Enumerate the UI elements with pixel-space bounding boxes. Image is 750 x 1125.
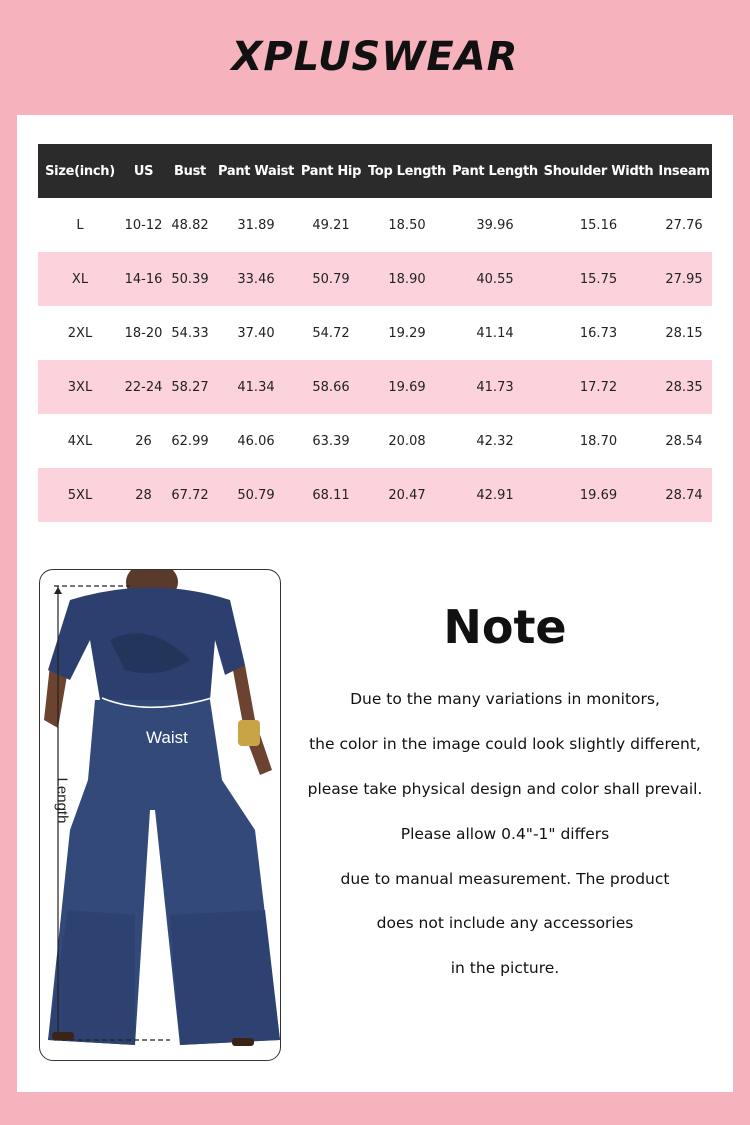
table-cell: 67.72: [165, 468, 215, 522]
table-cell: 50.79: [215, 468, 297, 522]
table-cell: 3XL: [38, 360, 122, 414]
table-cell: 27.76: [665, 217, 703, 233]
header-inseam: Inseam: [656, 144, 712, 198]
table-cell: 37.40: [237, 325, 275, 341]
header-pant-waist: Pant Waist: [215, 144, 297, 198]
header-pant-length: Pant Length: [449, 144, 541, 198]
header-bust: Bust: [165, 144, 215, 198]
table-cell: 48.82: [171, 217, 209, 233]
table-cell: 22-24: [122, 360, 165, 414]
note-title: Note: [443, 600, 567, 654]
table-cell: 20.08: [388, 433, 426, 449]
table-cell: L: [76, 217, 84, 233]
brand-logo: XPLUSWEAR: [231, 34, 519, 80]
table-cell: 5XL: [38, 468, 122, 522]
table-row: [38, 414, 712, 468]
header-top-length: Top Length: [365, 144, 449, 198]
note-line: due to manual measurement. The product: [340, 870, 670, 888]
table-cell: 62.99: [171, 433, 209, 449]
table-row: [38, 252, 712, 306]
waist-label: Waist: [146, 728, 188, 747]
size-chart-card: [17, 115, 733, 1092]
table-cell: 28: [122, 468, 165, 522]
table-row: [38, 468, 712, 522]
table-cell: 46.06: [237, 433, 275, 449]
table-cell: 28.54: [665, 433, 703, 449]
table-cell: 2XL: [67, 325, 93, 341]
note-line: Due to the many variations in monitors,: [350, 690, 660, 708]
header-size: Size(inch): [38, 144, 122, 198]
table-cell: 39.96: [476, 217, 514, 233]
table-cell: 49.21: [312, 217, 350, 233]
table-cell: 26: [135, 433, 152, 449]
table-cell: 28.74: [656, 468, 712, 522]
table-cell: 19.69: [541, 468, 656, 522]
table-cell: 27.95: [656, 252, 712, 306]
table-cell: 14-16: [122, 252, 165, 306]
table-cell: 20.47: [365, 468, 449, 522]
table-cell: 10-12: [124, 217, 163, 233]
table-cell: 68.11: [297, 468, 365, 522]
note-line: please take physical design and color shall prevail.: [307, 780, 703, 798]
size-table: [38, 144, 712, 522]
table-row: [38, 306, 712, 360]
table-cell: 54.72: [312, 325, 350, 341]
table-cell: 16.73: [579, 325, 618, 341]
measurement-illustration: [39, 569, 281, 1061]
table-cell: 50.39: [165, 252, 215, 306]
table-cell: 18.50: [388, 217, 426, 233]
length-label: Length: [53, 777, 71, 824]
table-cell: 31.89: [237, 217, 275, 233]
table-cell: 42.91: [449, 468, 541, 522]
table-row: [38, 360, 712, 414]
table-cell: 28.35: [656, 360, 712, 414]
header-pant-hip: Pant Hip: [297, 144, 365, 198]
table-cell: 18-20: [124, 325, 163, 341]
table-cell: 58.27: [165, 360, 215, 414]
table-cell: 19.69: [365, 360, 449, 414]
header-us: US: [122, 144, 165, 198]
note-line: the color in the image could look slightly different,: [309, 735, 701, 753]
note-line: does not include any accessories: [376, 914, 634, 932]
table-cell: XL: [38, 252, 122, 306]
table-cell: 33.46: [215, 252, 297, 306]
note-line: in the picture.: [450, 959, 560, 977]
table-cell: 54.33: [171, 325, 209, 341]
table-cell: 4XL: [67, 433, 93, 449]
table-row: [38, 198, 712, 252]
table-cell: 40.55: [449, 252, 541, 306]
table-cell: 18.90: [365, 252, 449, 306]
table-cell: 42.32: [476, 433, 514, 449]
table-cell: 41.14: [476, 325, 514, 341]
header-shoulder-width: Shoulder Width: [541, 144, 656, 198]
table-cell: 18.70: [579, 433, 618, 449]
table-cell: 63.39: [312, 433, 350, 449]
table-cell: 50.79: [297, 252, 365, 306]
table-cell: 15.75: [541, 252, 656, 306]
note-line: Please allow 0.4"-1" differs: [400, 825, 610, 843]
table-cell: 17.72: [541, 360, 656, 414]
table-header-row: [38, 144, 712, 198]
table-cell: 41.34: [215, 360, 297, 414]
table-cell: 41.73: [449, 360, 541, 414]
table-cell: 28.15: [665, 325, 703, 341]
table-cell: 58.66: [297, 360, 365, 414]
model-outfit-illustration: [40, 570, 280, 1060]
table-cell: 19.29: [388, 325, 426, 341]
table-cell: 15.16: [579, 217, 618, 233]
